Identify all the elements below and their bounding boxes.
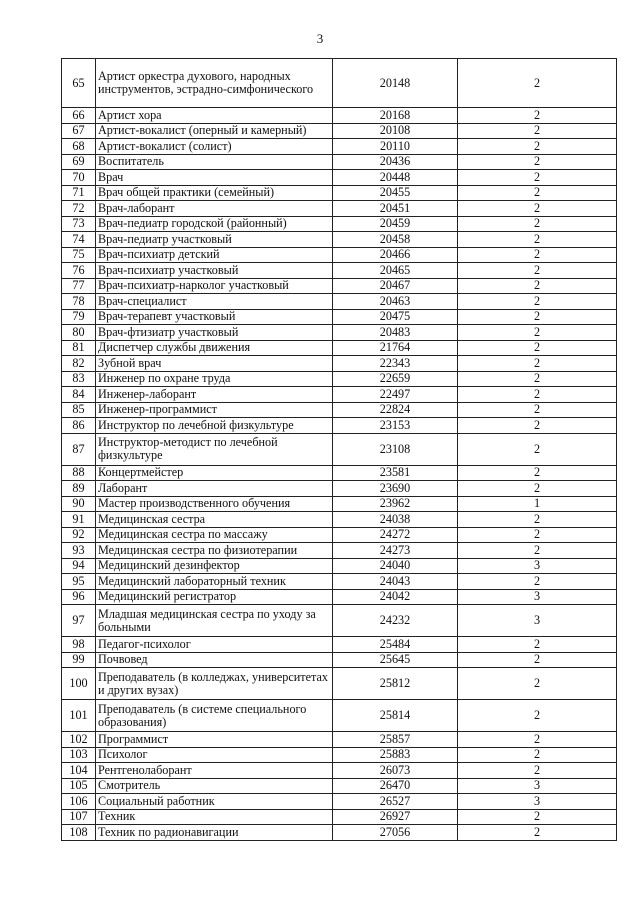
profession-category: 2 xyxy=(458,108,617,124)
profession-code: 25857 xyxy=(333,732,458,748)
table-row xyxy=(62,605,617,637)
profession-category: 2 xyxy=(458,139,617,155)
profession-code: 20467 xyxy=(333,278,458,294)
profession-name: Почвовед xyxy=(96,652,333,668)
row-number: 68 xyxy=(62,139,96,155)
row-number: 97 xyxy=(62,605,96,637)
profession-category: 2 xyxy=(458,340,617,356)
row-number: 83 xyxy=(62,371,96,387)
profession-code: 24272 xyxy=(333,527,458,543)
table-row xyxy=(62,356,617,372)
profession-code: 20110 xyxy=(333,139,458,155)
table-row xyxy=(62,652,617,668)
row-number: 100 xyxy=(62,668,96,700)
profession-code: 25814 xyxy=(333,700,458,732)
profession-category: 2 xyxy=(458,433,617,465)
profession-code: 24043 xyxy=(333,574,458,590)
profession-category: 2 xyxy=(458,309,617,325)
profession-category: 2 xyxy=(458,278,617,294)
table-row xyxy=(62,294,617,310)
profession-name: Педагог-психолог xyxy=(96,637,333,653)
profession-category: 3 xyxy=(458,605,617,637)
profession-code: 23108 xyxy=(333,433,458,465)
profession-name: Преподаватель (в системе специального образования) xyxy=(96,700,333,732)
profession-code: 24042 xyxy=(333,589,458,605)
profession-category: 2 xyxy=(458,652,617,668)
profession-name: Лаборант xyxy=(96,481,333,497)
profession-code: 21764 xyxy=(333,340,458,356)
table-row xyxy=(62,481,617,497)
profession-code: 20148 xyxy=(333,59,458,108)
profession-code: 20451 xyxy=(333,201,458,217)
profession-category: 2 xyxy=(458,216,617,232)
profession-code: 25812 xyxy=(333,668,458,700)
profession-code: 24232 xyxy=(333,605,458,637)
profession-category: 2 xyxy=(458,465,617,481)
profession-name: Врач-фтизиатр участковый xyxy=(96,325,333,341)
profession-name: Врач-педиатр городской (районный) xyxy=(96,216,333,232)
table-row xyxy=(62,747,617,763)
profession-code: 26927 xyxy=(333,809,458,825)
table-row xyxy=(62,232,617,248)
table-row xyxy=(62,825,617,841)
table-row xyxy=(62,201,617,217)
table-row xyxy=(62,496,617,512)
profession-code: 20465 xyxy=(333,263,458,279)
row-number: 104 xyxy=(62,763,96,779)
row-number: 106 xyxy=(62,794,96,810)
profession-code: 25484 xyxy=(333,637,458,653)
profession-category: 2 xyxy=(458,232,617,248)
profession-code: 20466 xyxy=(333,247,458,263)
row-number: 84 xyxy=(62,387,96,403)
profession-code: 20459 xyxy=(333,216,458,232)
row-number: 66 xyxy=(62,108,96,124)
profession-category: 2 xyxy=(458,402,617,418)
profession-category: 2 xyxy=(458,481,617,497)
profession-category: 2 xyxy=(458,668,617,700)
profession-name: Социальный работник xyxy=(96,794,333,810)
table-row xyxy=(62,247,617,263)
profession-name: Программист xyxy=(96,732,333,748)
profession-name: Техник по радионавигации xyxy=(96,825,333,841)
profession-name: Врач-психиатр-нарколог участковый xyxy=(96,278,333,294)
table-row xyxy=(62,387,617,403)
profession-name: Инструктор-методист по лечебной физкультуре xyxy=(96,433,333,465)
profession-code: 20483 xyxy=(333,325,458,341)
row-number: 107 xyxy=(62,809,96,825)
profession-name: Инженер-программист xyxy=(96,402,333,418)
profession-code: 20463 xyxy=(333,294,458,310)
row-number: 94 xyxy=(62,558,96,574)
profession-code: 23153 xyxy=(333,418,458,434)
profession-category: 2 xyxy=(458,201,617,217)
profession-name: Медицинская сестра по физиотерапии xyxy=(96,543,333,559)
profession-code: 23962 xyxy=(333,496,458,512)
row-number: 90 xyxy=(62,496,96,512)
profession-name: Диспетчер службы движения xyxy=(96,340,333,356)
table-row xyxy=(62,263,617,279)
row-number: 78 xyxy=(62,294,96,310)
profession-code: 20436 xyxy=(333,154,458,170)
row-number: 88 xyxy=(62,465,96,481)
table-row xyxy=(62,139,617,155)
table-row xyxy=(62,589,617,605)
profession-name: Артист-вокалист (оперный и камерный) xyxy=(96,123,333,139)
profession-name: Инженер-лаборант xyxy=(96,387,333,403)
row-number: 73 xyxy=(62,216,96,232)
row-number: 72 xyxy=(62,201,96,217)
profession-category: 2 xyxy=(458,263,617,279)
profession-name: Медицинский лабораторный техник xyxy=(96,574,333,590)
profession-name: Артист-вокалист (солист) xyxy=(96,139,333,155)
profession-name: Рентгенолаборант xyxy=(96,763,333,779)
row-number: 71 xyxy=(62,185,96,201)
profession-category: 2 xyxy=(458,763,617,779)
profession-code: 20168 xyxy=(333,108,458,124)
profession-name: Врач-педиатр участковый xyxy=(96,232,333,248)
profession-name: Артист оркестра духового, народных инструментов, эстрадно-симфонического xyxy=(96,59,333,108)
row-number: 98 xyxy=(62,637,96,653)
profession-code: 22343 xyxy=(333,356,458,372)
profession-code: 22659 xyxy=(333,371,458,387)
profession-name: Врач общей практики (семейный) xyxy=(96,185,333,201)
row-number: 65 xyxy=(62,59,96,108)
profession-category: 2 xyxy=(458,356,617,372)
profession-name: Врач-психиатр детский xyxy=(96,247,333,263)
profession-name: Мастер производственного обучения xyxy=(96,496,333,512)
profession-name: Врач-терапевт участковый xyxy=(96,309,333,325)
profession-code: 20108 xyxy=(333,123,458,139)
profession-code: 22497 xyxy=(333,387,458,403)
profession-code: 27056 xyxy=(333,825,458,841)
row-number: 69 xyxy=(62,154,96,170)
table-row xyxy=(62,763,617,779)
table-row xyxy=(62,59,617,108)
table-row xyxy=(62,778,617,794)
table-row xyxy=(62,732,617,748)
profession-category: 2 xyxy=(458,732,617,748)
profession-code: 24040 xyxy=(333,558,458,574)
profession-name: Медицинская сестра xyxy=(96,512,333,528)
table-row xyxy=(62,543,617,559)
profession-category: 2 xyxy=(458,325,617,341)
profession-code: 25645 xyxy=(333,652,458,668)
row-number: 81 xyxy=(62,340,96,356)
table-row xyxy=(62,668,617,700)
table-row xyxy=(62,402,617,418)
profession-name: Врач-лаборант xyxy=(96,201,333,217)
profession-name: Смотритель xyxy=(96,778,333,794)
profession-category: 2 xyxy=(458,543,617,559)
profession-name: Медицинская сестра по массажу xyxy=(96,527,333,543)
row-number: 76 xyxy=(62,263,96,279)
table-row xyxy=(62,185,617,201)
profession-code: 20475 xyxy=(333,309,458,325)
profession-category: 3 xyxy=(458,778,617,794)
profession-category: 2 xyxy=(458,700,617,732)
profession-category: 3 xyxy=(458,589,617,605)
profession-name: Техник xyxy=(96,809,333,825)
row-number: 103 xyxy=(62,747,96,763)
profession-category: 2 xyxy=(458,574,617,590)
profession-category: 2 xyxy=(458,387,617,403)
row-number: 101 xyxy=(62,700,96,732)
row-number: 102 xyxy=(62,732,96,748)
profession-category: 2 xyxy=(458,170,617,186)
row-number: 89 xyxy=(62,481,96,497)
profession-category: 2 xyxy=(458,825,617,841)
table-row xyxy=(62,465,617,481)
table-row xyxy=(62,108,617,124)
table-row xyxy=(62,512,617,528)
row-number: 92 xyxy=(62,527,96,543)
table-row xyxy=(62,527,617,543)
table-row xyxy=(62,123,617,139)
profession-category: 2 xyxy=(458,247,617,263)
profession-name: Инструктор по лечебной физкультуре xyxy=(96,418,333,434)
profession-category: 2 xyxy=(458,371,617,387)
profession-code: 22824 xyxy=(333,402,458,418)
table-row xyxy=(62,700,617,732)
profession-name: Воспитатель xyxy=(96,154,333,170)
row-number: 85 xyxy=(62,402,96,418)
page-number: 3 xyxy=(316,31,324,46)
table-row xyxy=(62,340,617,356)
profession-name: Врач-психиатр участковый xyxy=(96,263,333,279)
row-number: 79 xyxy=(62,309,96,325)
profession-category: 2 xyxy=(458,123,617,139)
profession-category: 2 xyxy=(458,512,617,528)
profession-code: 23690 xyxy=(333,481,458,497)
profession-name: Врач xyxy=(96,170,333,186)
profession-name: Психолог xyxy=(96,747,333,763)
profession-code: 24273 xyxy=(333,543,458,559)
profession-code: 24038 xyxy=(333,512,458,528)
row-number: 80 xyxy=(62,325,96,341)
row-number: 95 xyxy=(62,574,96,590)
row-number: 77 xyxy=(62,278,96,294)
profession-category: 2 xyxy=(458,185,617,201)
table-row xyxy=(62,216,617,232)
profession-code: 25883 xyxy=(333,747,458,763)
table-row xyxy=(62,371,617,387)
profession-code: 23581 xyxy=(333,465,458,481)
profession-name: Артист хора xyxy=(96,108,333,124)
profession-name: Врач-специалист xyxy=(96,294,333,310)
profession-category: 1 xyxy=(458,496,617,512)
table-row xyxy=(62,309,617,325)
row-number: 74 xyxy=(62,232,96,248)
row-number: 108 xyxy=(62,825,96,841)
row-number: 96 xyxy=(62,589,96,605)
profession-category: 3 xyxy=(458,558,617,574)
profession-category: 2 xyxy=(458,637,617,653)
profession-name: Зубной врач xyxy=(96,356,333,372)
table-row xyxy=(62,794,617,810)
row-number: 105 xyxy=(62,778,96,794)
professions-table xyxy=(61,58,617,841)
profession-category: 2 xyxy=(458,59,617,108)
profession-code: 20455 xyxy=(333,185,458,201)
profession-category: 2 xyxy=(458,747,617,763)
row-number: 70 xyxy=(62,170,96,186)
table-row xyxy=(62,574,617,590)
table-row xyxy=(62,325,617,341)
table-row xyxy=(62,154,617,170)
profession-category: 2 xyxy=(458,418,617,434)
row-number: 87 xyxy=(62,433,96,465)
profession-category: 2 xyxy=(458,527,617,543)
profession-category: 3 xyxy=(458,794,617,810)
table-row xyxy=(62,433,617,465)
profession-code: 26470 xyxy=(333,778,458,794)
row-number: 86 xyxy=(62,418,96,434)
table-row xyxy=(62,637,617,653)
table-row xyxy=(62,809,617,825)
profession-name: Медицинский регистратор xyxy=(96,589,333,605)
row-number: 99 xyxy=(62,652,96,668)
profession-name: Преподаватель (в колледжах, университетах и других вузах) xyxy=(96,668,333,700)
table-row xyxy=(62,170,617,186)
table-row xyxy=(62,278,617,294)
profession-category: 2 xyxy=(458,154,617,170)
profession-name: Инженер по охране труда xyxy=(96,371,333,387)
profession-category: 2 xyxy=(458,294,617,310)
row-number: 91 xyxy=(62,512,96,528)
profession-code: 26073 xyxy=(333,763,458,779)
profession-name: Младшая медицинская сестра по уходу за больными xyxy=(96,605,333,637)
profession-category: 2 xyxy=(458,809,617,825)
row-number: 67 xyxy=(62,123,96,139)
row-number: 82 xyxy=(62,356,96,372)
row-number: 93 xyxy=(62,543,96,559)
table-row xyxy=(62,418,617,434)
table-row xyxy=(62,558,617,574)
row-number: 75 xyxy=(62,247,96,263)
profession-code: 20448 xyxy=(333,170,458,186)
profession-name: Концертмейстер xyxy=(96,465,333,481)
profession-code: 20458 xyxy=(333,232,458,248)
profession-name: Медицинский дезинфектор xyxy=(96,558,333,574)
profession-code: 26527 xyxy=(333,794,458,810)
